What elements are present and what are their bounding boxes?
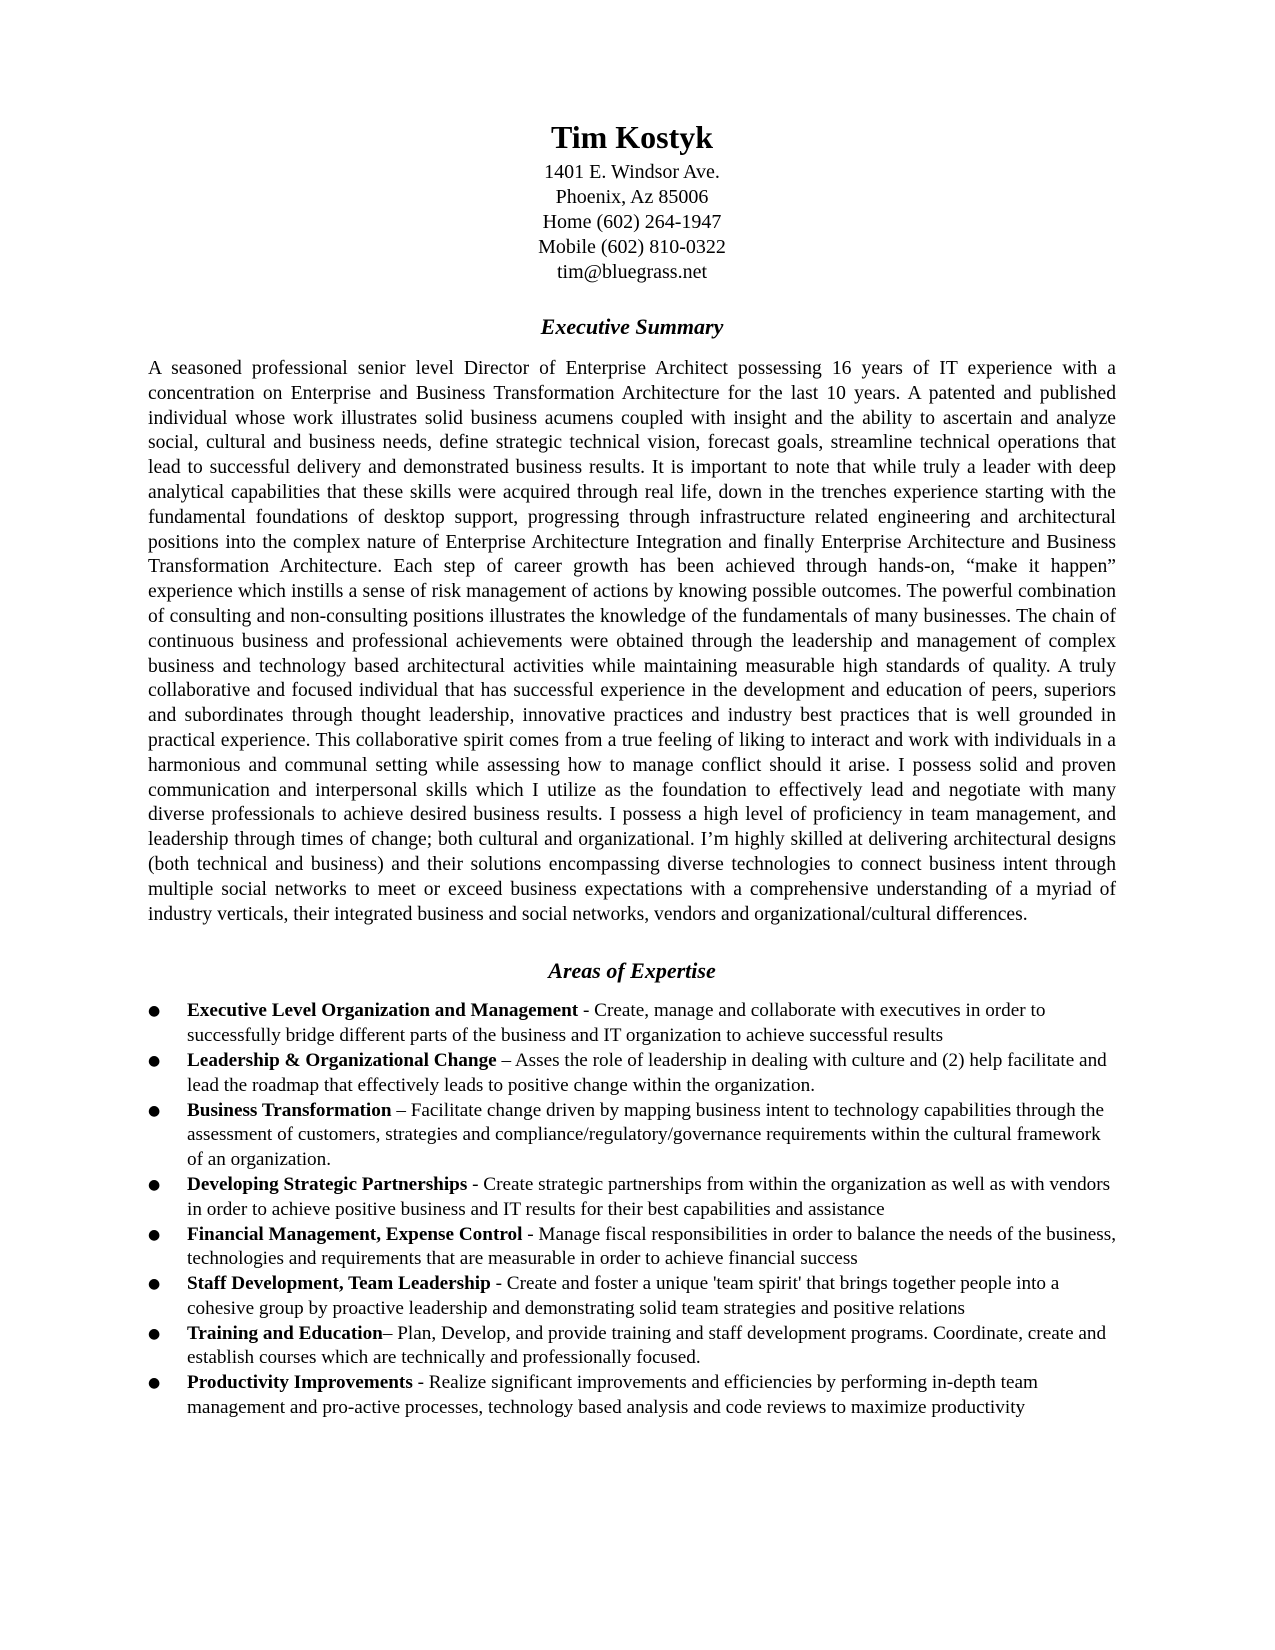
email-address: tim@bluegrass.net (556, 261, 708, 283)
list-item (148, 1272, 1116, 1322)
expertise-description: - Create and foster a unique 'team spirit' that brings together people into a cohesive group by proactive leadership and demonstrating solid team strategies and positive relations (187, 1273, 1060, 1319)
list-item (148, 1223, 1116, 1273)
list-item (148, 1099, 1116, 1173)
expertise-description: - Create, manage and collaborate with executives in order to successfully bridge different parts of the business and IT organization to achieve successful results (187, 1000, 1046, 1047)
list-item (148, 999, 1116, 1049)
expertise-description: - Create strategic partnerships from within the organization as well as with vendors in order to achieve positive business and IT results for their best capabilities and assistance (187, 1173, 1111, 1220)
expertise-description: - Manage fiscal responsibilities in order to balance the needs of the business, technologies and requirements that are measurable in order to achieve financial success (187, 1223, 1117, 1270)
address-line-2: Phoenix, Az 85006 (555, 186, 709, 208)
executive-summary-text: A seasoned professional senior level Director of Enterprise Architect possessing 16 years of IT experience with a concentration on Enterprise and Business Transformation Architecture for the last 10 years. A patented and published individual whose work illustrates solid business acumens coupled with insight and the ability to ascertain and analyze social, cultural and business needs, define strategic technical vision, forecast goals, streamline technical operations that lead to successful delivery and demonstrated business results. It is important to note that while truly a leader with deep analytical capabilities that these skills were acquired through real life, down in the trenches experience starting with the fundamental foundations of desktop support, progressing through infrastructure related engineering and architectural positions into the complex nature of Enterprise Architecture Integration and finally Enterprise Architecture and Business Transformation Architecture. Each step of career growth has been achieved through hands-on, “make it happen” experience which instills a sense of risk management of actions by knowing possible outcomes. The powerful combination of consulting and non-consulting positions illustrates the knowledge of the fundamentals of many businesses. The chain of continuous business and professional achievements were obtained through the leadership and management of complex business and technology based architectural activities while maintaining measurable high standards of quality. A truly collaborative and focused individual that has successful experience in the development and education of peers, superiors and subordinates through thought leadership, innovative practices and industry best practices that is well grounded in practical experience. This collaborative spirit comes from a true feeling of liking to interact and work with individuals in a harmonious and communal setting while assessing how to manage conflict should it arise. I possess solid and proven communication and interpersonal skills which I utilize as the foundation to effectively lead and negotiate with many diverse professionals to achieve desired business results. I possess a high level of proficiency in team management, and leadership through times of change; both cultural and organizational. I’m highly skilled at delivering architectural designs (both technical and business) and their solutions encompassing diverse technologies to connect business intent through multiple social networks to meet or exceed business expectations with a comprehensive understanding of a myriad of industry verticals, their integrated business and social networks, vendors and organizational/cultural differences. (148, 358, 1116, 925)
bullet-icon: ● (148, 1102, 161, 1119)
list-item (148, 1371, 1116, 1421)
home-phone: Home (602) 264-1947 (542, 211, 722, 233)
areas-of-expertise-heading: Areas of Expertise (548, 958, 716, 984)
expertise-term: Leadership & Organizational Change (187, 1049, 497, 1071)
executive-summary-heading: Executive Summary (540, 314, 724, 339)
expertise-term: Developing Strategic Partnerships (187, 1173, 468, 1195)
list-item (148, 1322, 1116, 1372)
bullet-icon: ● (148, 1375, 161, 1392)
resume-header (148, 118, 1116, 285)
expertise-description: – Asses the role of leadership in dealing with culture and (2) help facilitate and lead the roadmap that effectively leads to positive change within the organization. (187, 1049, 1107, 1096)
expertise-term: Executive Level Organization and Management (187, 1000, 579, 1022)
expertise-term: Staff Development, Team Leadership (187, 1273, 491, 1295)
bullet-icon: ● (148, 1003, 161, 1020)
bullet-icon: ● (148, 1052, 161, 1069)
expertise-description: - Realize significant improvements and efficiencies by performing in-depth team management and pro-active processes, technology based analysis and code reviews to maximize productivity (187, 1372, 1038, 1419)
list-item (148, 1173, 1116, 1223)
expertise-term: Financial Management, Expense Control (187, 1223, 523, 1245)
mobile-phone: Mobile (602) 810-0322 (538, 236, 726, 258)
expertise-description: – Facilitate change driven by mapping business intent to technology capabilities through the assessment of customers, strategies and compliance/regulatory/governance requirements within the cultural framework of an organization. (187, 1099, 1104, 1171)
resume-page (148, 118, 1116, 1421)
bullet-icon: ● (148, 1226, 161, 1243)
bullet-icon: ● (148, 1276, 161, 1293)
address-line-1: 1401 E. Windsor Ave. (544, 161, 720, 183)
expertise-term: Productivity Improvements (187, 1372, 413, 1394)
expertise-term: Business Transformation (187, 1099, 392, 1121)
list-item (148, 1049, 1116, 1099)
bullet-icon: ● (148, 1176, 161, 1193)
bullet-icon: ● (148, 1325, 161, 1342)
candidate-name: Tim Kostyk (550, 119, 714, 155)
expertise-term: Training and Education (187, 1322, 383, 1344)
expertise-list (148, 999, 1116, 1421)
expertise-description: – Plan, Develop, and provide training and staff development programs. Coordinate, create and establish courses which are technically and professionally focused. (187, 1322, 1107, 1369)
